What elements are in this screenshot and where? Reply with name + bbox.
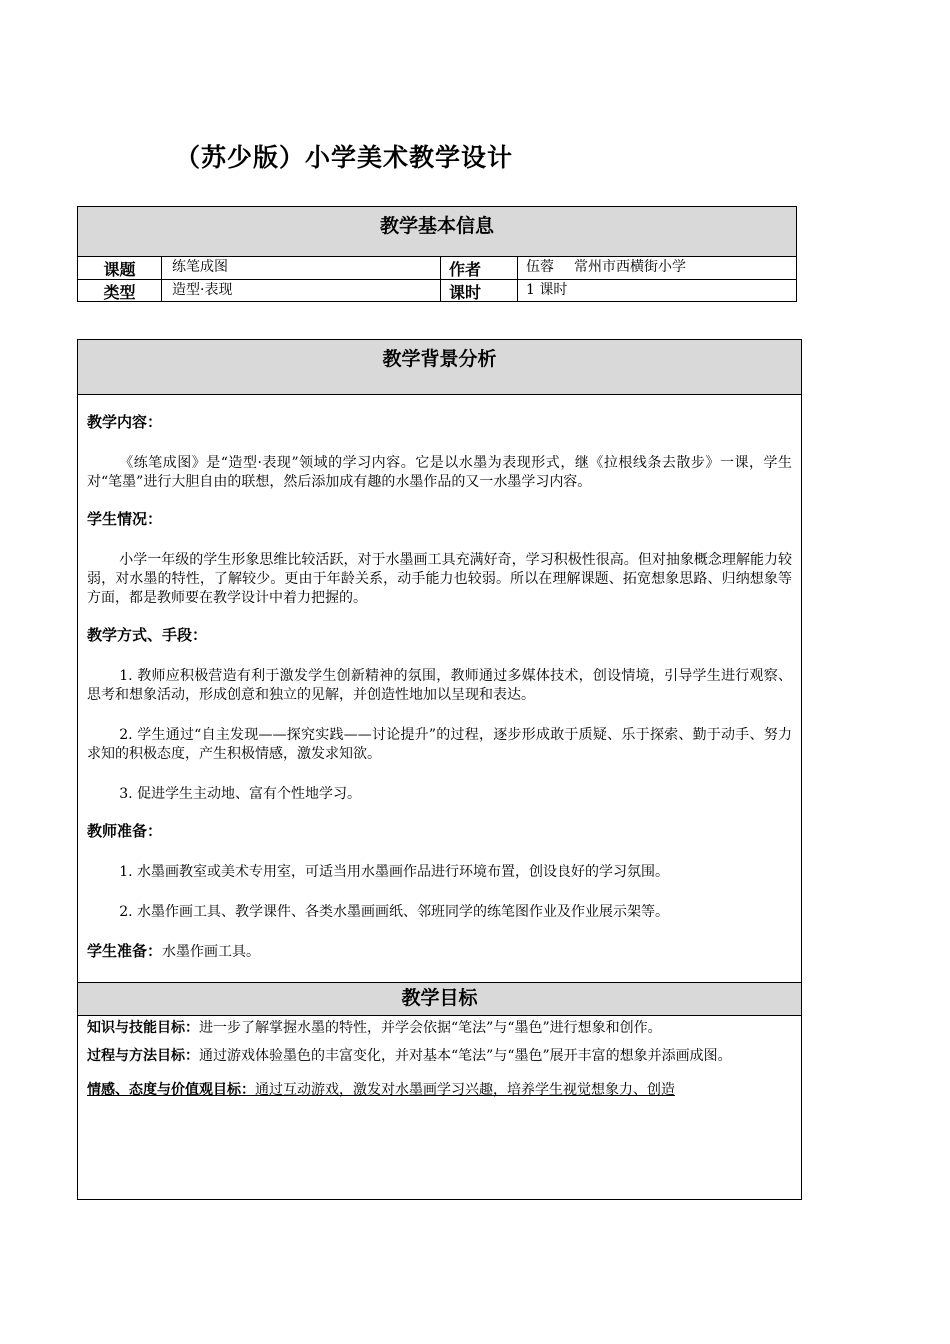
type-label: 类型	[78, 280, 162, 301]
knowledge-label: 知识与技能目标：	[87, 1020, 199, 1036]
topic-label: 课题	[78, 257, 162, 279]
emotion-label: 情感、态度与价值观目标：	[87, 1082, 255, 1098]
author-label: 作者	[441, 257, 518, 279]
basic-info-header: 教学基本信息	[78, 207, 796, 257]
teacher-prep-heading: 教师准备：	[87, 822, 163, 840]
knowledge-objective	[87, 1019, 792, 1037]
students-heading: 学生情况：	[87, 510, 163, 528]
student-prep-label: 学生准备：	[87, 942, 163, 960]
background-content	[78, 413, 801, 962]
author-name: 伍蓉	[526, 259, 554, 275]
author-school: 常州市西横街小学	[574, 259, 686, 275]
process-label: 过程与方法目标：	[87, 1048, 199, 1064]
type-value: 造型·表现	[162, 280, 441, 301]
objectives-content	[78, 1016, 801, 1099]
student-prep-line	[87, 942, 792, 962]
method-item-2: 2. 学生通过“自主发现——探究实践——讨论提升”的过程，逐步形成敢于质疑、乐于探索、勤于动手、努力求知的积极态度，产生积极情感，激发求知欲。	[87, 727, 792, 762]
info-row-type	[78, 279, 796, 301]
content-heading: 教学内容：	[87, 413, 163, 431]
basic-info-table	[77, 206, 797, 302]
process-objective	[87, 1047, 792, 1065]
emotion-objective	[87, 1081, 792, 1099]
method-item-3: 3. 促进学生主动地、富有个性地学习。	[119, 786, 361, 802]
teacher-prep-item-2: 2. 水墨作画工具、教学课件、各类水墨画画纸、邻班同学的练笔图作业及作业展示架等。	[119, 904, 669, 920]
method-item-1: 1. 教师应积极营造有利于激发学生创新精神的氛围，教师通过多媒体技术，创设情境，引导学生进行观察、思考和想象活动，形成创意和独立的见解，并创造性地加以呈现和表达。	[87, 668, 792, 703]
methods-heading: 教学方式、手段：	[87, 626, 208, 644]
process-text: 通过游戏体验墨色的丰富变化，并对基本“笔法”与“墨色”展开丰富的想象并添画成图。	[199, 1048, 732, 1064]
hours-label: 课时	[441, 280, 518, 301]
background-header: 教学背景分析	[78, 340, 801, 395]
hours-value: 1 课时	[526, 282, 568, 298]
content-paragraph: 《练笔成图》是“造型·表现”领域的学习内容。它是以水墨为表现形式，继《拉根线条去散步》一课，学生对“笔墨”进行大胆自由的联想，然后添加成有趣的水墨作品的又一水墨学习内容。	[87, 455, 792, 490]
page-title: （苏少版）小学美术教学设计	[175, 143, 514, 172]
knowledge-text: 进一步了解掌握水墨的特性，并学会依据“笔法”与“墨色”进行想象和创作。	[199, 1020, 662, 1036]
objectives-header: 教学目标	[78, 982, 801, 1016]
info-row-topic	[78, 257, 796, 279]
emotion-text: 通过互动游戏，激发对水墨画学习兴趣，培养学生视觉想象力、创造	[255, 1082, 675, 1098]
topic-value: 练笔成图	[162, 257, 441, 279]
students-paragraph: 小学一年级的学生形象思维比较活跃，对于水墨画工具充满好奇，学习积极性很高。但对抽象概念理解能力较弱，对水墨的特性，了解较少。更由于年龄关系，动手能力也较弱。所以在理解课题、拓宽想象思路、归纳想象等方面，都是教师要在教学设计中着力把握的。	[87, 552, 792, 606]
author-cell	[518, 257, 796, 279]
background-analysis-table	[77, 339, 802, 1200]
student-prep-text: 水墨作画工具。	[162, 944, 261, 960]
teacher-prep-item-1: 1. 水墨画教室或美术专用室，可适当用水墨画作品进行环境布置，创设良好的学习氛围。	[119, 864, 669, 880]
